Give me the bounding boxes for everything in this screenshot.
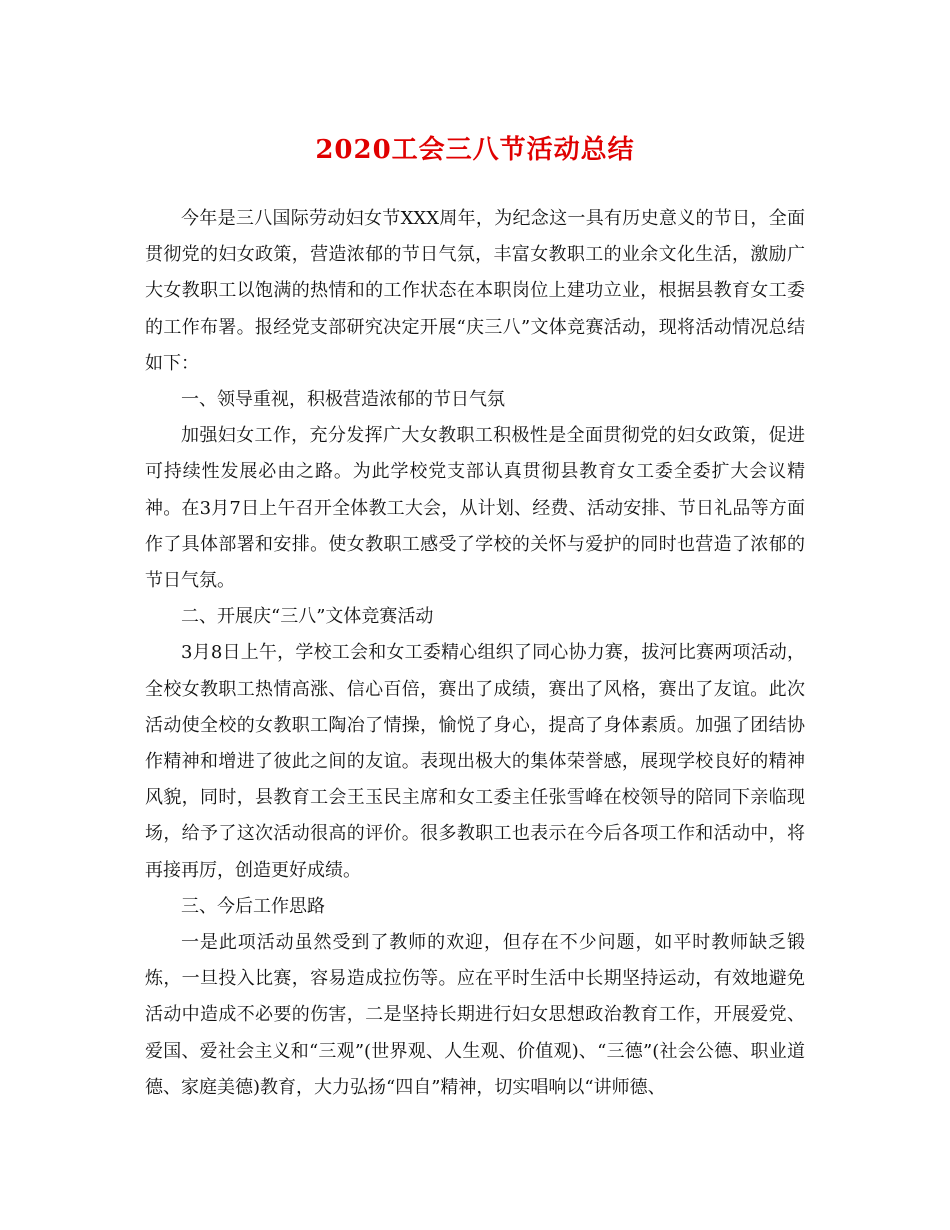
section-heading-1: 一、领导重视，积极营造浓郁的节日气氛 [181, 389, 505, 411]
section-2-paragraph: 3月8日上午，学校工会和女工委精心组织了同心协力赛，拔河比赛两项活动，全校女教职工热情高涨、信心百倍，赛出了成绩，赛出了风格，赛出了友谊。此次活动使全校的女教职工陶冶了情操，愉悦了身心，提高了身体素质。加强了团结协作精神和增进了彼此之间的友谊。表现出极大的集体荣誉感，展现学校良好的精神风貌，同时，县教育工会王玉民主席和女工委主任张雪峰在校领导的陪同下亲临现场，给予了这次活动很高的评价。很多教职工也表示在今后各项工作和活动中，将再接再厉，创造更好成绩。 [145, 642, 805, 881]
section-heading-3: 三、今后工作思路 [181, 895, 325, 917]
section-3-paragraph: 一是此项活动虽然受到了教师的欢迎，但存在不少问题，如平时教师缺乏锻炼，一旦投入比赛，容易造成拉伤等。应在平时生活中长期坚持运动，有效地避免活动中造成不必要的伤害，二是坚持长期进行妇女思想政治教育工作，开展爱党、爱国、爱社会主义和“三观”(世界观、人生观、价值观)、“三德”(社会公德、职业道德、家庭美德)教育，大力弘扬“四自”精神，切实唱响以“讲师德、 [145, 932, 805, 1098]
document-body [145, 201, 805, 1106]
section-heading-2: 二、开展庆“三八”文体竞赛活动 [181, 606, 434, 628]
section-1-paragraph: 加强妇女工作，充分发挥广大女教职工积极性是全面贯彻党的妇女政策，促进可持续性发展必由之路。为此学校党支部认真贯彻县教育女工委全委扩大会议精神。在3月7日上午召开全体教工大会，从计划、经费、活动安排、节日礼品等方面作了具体部署和安排。使女教职工感受了学校的关怀与爱护的同时也营造了浓郁的节日气氛。 [145, 425, 805, 592]
document-title: 2020工会三八节活动总结 [315, 135, 635, 165]
intro-paragraph: 今年是三八国际劳动妇女节XXX周年，为纪念这一具有历史意义的节日，全面贯彻党的妇女政策，营造浓郁的节日气氛，丰富女教职工的业余文化生活，激励广大女教职工以饱满的热情和的工作状态在本职岗位上建功立业，根据县教育女工委的工作布署。报经党支部研究决定开展“庆三八”文体竞赛活动，现将活动情况总结如下： [145, 208, 805, 374]
